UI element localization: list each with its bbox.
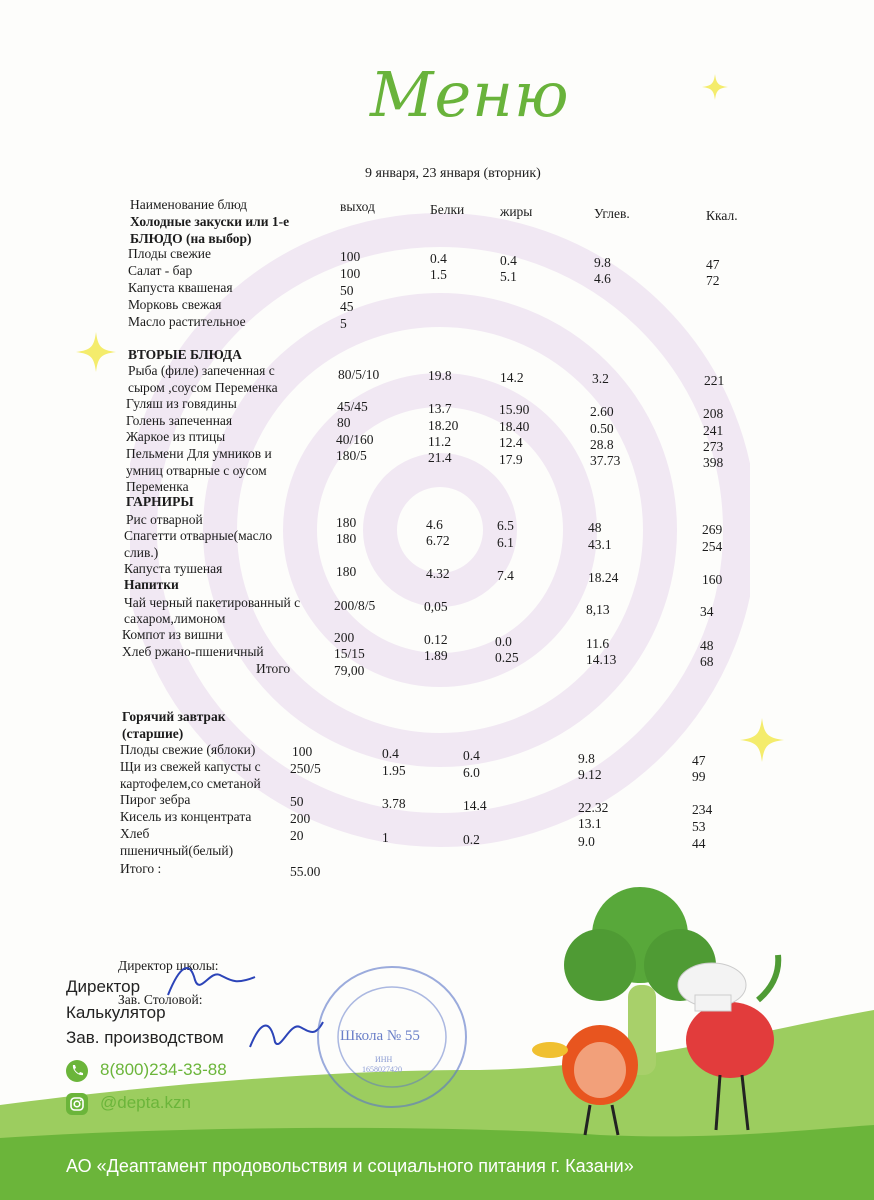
zav-canteen-label: Зав. Столовой: [118,992,203,1007]
dish-carb: 28.8 [590,437,614,452]
dish-name: Масло растительное [128,314,246,329]
dish-kcal: 160 [702,572,723,587]
dish-name: Переменка [126,479,189,494]
dish-name: Плоды свежие [128,246,211,261]
section-title: Холодные закуски или 1-е [130,214,290,229]
stamp-inn-label: ИНН [375,1055,393,1064]
dish-kcal: 34 [700,604,714,619]
dish-fat: 18.40 [499,419,530,434]
dish-carb: 2.60 [590,404,614,419]
dish-out: 50 [290,794,304,809]
dish-out: 45 [340,299,354,314]
dish-fat: 0.0 [495,634,512,649]
dish-kcal: 47 [692,753,706,768]
dish-out: 200 [290,811,311,826]
dish-out: 80/5/10 [338,367,380,382]
dish-kcal: 398 [703,455,724,470]
dish-carb: 9.0 [578,834,595,849]
dish-fat: 6.1 [497,535,514,550]
dish-fat: 0.25 [495,650,519,665]
director-label: Директор [66,977,141,996]
header-prot: Белки [430,202,465,217]
header-out: выход [340,199,375,214]
dish-prot: 0,05 [424,599,448,614]
dish-prot: 19.8 [428,368,452,383]
dish-kcal: 53 [692,819,706,834]
dish-fat: 14.2 [500,370,524,385]
dish-name: Капуста квашеная [128,280,233,295]
dish-name: Капуста тушеная [124,561,223,576]
dish-out: 180/5 [336,448,367,463]
dish-fat: 0.4 [463,748,480,763]
dish-carb: 37.73 [590,453,621,468]
dish-fat: 7.4 [497,568,514,583]
dish-out: 20 [290,828,304,843]
dish-prot: 6.72 [426,533,450,548]
dish-carb: 13.1 [578,816,602,831]
dish-carb: 14.13 [586,652,617,667]
dish-out: 80 [337,415,351,430]
dish-carb: 8,13 [586,602,610,617]
dish-carb: 9.8 [594,255,611,270]
dish-prot: 13.7 [428,401,452,416]
dish-fat: 6.0 [463,765,480,780]
dish-fat: 12.4 [499,435,523,450]
dish-kcal: 273 [703,439,724,454]
dish-name: пшеничный(белый) [120,843,234,858]
dish-kcal: 269 [702,522,723,537]
dish-carb: 3.2 [592,371,609,386]
dish-out: 180 [336,564,357,579]
dish-name: Хлеб ржано-пшеничный [122,644,264,659]
dish-fat: 0.4 [500,253,517,268]
dish-name: Пирог зебра [120,792,191,807]
dish-name: Спагетти отварные(масло [124,528,273,543]
dish-prot: 1.89 [424,648,448,663]
dish-kcal: 48 [700,638,714,653]
dish-name: Гуляш из говядины [126,396,237,411]
dish-out: 40/160 [336,432,374,447]
section-title: Напитки [124,577,179,592]
dish-kcal: 68 [700,654,714,669]
dish-kcal: 72 [706,273,720,288]
dish-fat: 5.1 [500,269,517,284]
header-fat: жиры [500,204,533,219]
dish-name: Голень запеченная [126,413,233,428]
dish-name: Пельмени Для умников и [126,446,272,461]
dish-name: умниц отварные с оусом [126,463,267,478]
dish-carb: 0.50 [590,421,614,436]
signature [160,955,270,1005]
dish-out: 50 [340,283,354,298]
dish-fat: 17.9 [499,452,523,467]
dish-name: сахаром,лимоном [124,611,226,626]
dish-name: Кисель из концентрата [120,809,252,824]
page-title: Меню [370,58,570,131]
section-title: (старшие) [122,726,184,741]
dish-out: 100 [340,266,361,281]
dish-carb: 11.6 [586,636,610,651]
dish-out: 100 [292,744,313,759]
dish-prot: 1.5 [430,267,447,282]
director-school-label: Директор школы: [118,958,219,973]
dish-fat: 0.2 [463,832,480,847]
dish-name: картофелем,со сметаной [120,776,261,791]
dish-prot: 0.4 [382,746,399,761]
dish-name: Чай черный пакетированный с [124,595,301,610]
dish-out: 15/15 [334,646,365,661]
dish-prot: 3.78 [382,796,406,811]
stamp-school: Школа № 55 [340,1028,420,1044]
dish-name: Плоды свежие (яблоки) [120,742,256,757]
header-kcal: Ккал. [706,208,738,223]
zav-production-label: Зав. производством [66,1028,224,1047]
dish-prot: 0.4 [430,251,447,266]
dish-carb: 9.12 [578,767,602,782]
dish-out: 45/45 [337,399,368,414]
dish-prot: 18.20 [428,418,459,433]
dish-kcal: 234 [692,802,713,817]
header-name: Наименование блюд [130,197,248,212]
total-value: 79,00 [334,663,365,678]
dish-prot: 21.4 [428,450,452,465]
dish-name: Рис отварной [126,512,203,527]
calculator-label: Калькулятор [66,1003,166,1022]
dish-name: сыром ,соусом Переменка [128,380,278,395]
section-title: ВТОРЫЕ БЛЮДА [128,347,242,362]
total-label: Итого [256,661,291,676]
dish-kcal: 99 [692,769,706,784]
dish-prot: 1.95 [382,763,406,778]
instagram-handle[interactable]: @depta.kzn [100,1093,191,1112]
dish-out: 200/8/5 [334,598,376,613]
dish-fat: 6.5 [497,518,514,533]
dish-kcal: 241 [703,423,724,438]
instagram-icon [66,1093,88,1115]
dish-kcal: 221 [704,373,725,388]
dish-prot: 11.2 [428,434,452,449]
menu-date: 9 января, 23 января (вторник) [365,166,541,181]
dish-name: Компот из вишни [122,627,223,642]
dish-prot: 1 [382,830,389,845]
dish-carb: 4.6 [594,271,611,286]
dish-prot: 4.6 [426,517,443,532]
dish-out: 100 [340,249,361,264]
dish-out: 180 [336,531,357,546]
dish-name: Морковь свежая [128,297,222,312]
dish-kcal: 254 [702,539,723,554]
section-title: Горячий завтрак [122,709,226,724]
stamp-inn: 1658027420 [362,1065,402,1074]
dish-fat: 15.90 [499,402,530,417]
section-title: ГАРНИРЫ [126,494,194,509]
dish-fat: 14.4 [463,798,487,813]
total-label: Итого : [120,861,162,876]
dish-kcal: 44 [692,836,706,851]
dish-out: 200 [334,630,355,645]
dish-carb: 22.32 [578,800,609,815]
dish-prot: 4.32 [426,566,450,581]
dish-carb: 48 [588,520,602,535]
dish-name: Рыба (филе) запеченная с [128,363,275,378]
dish-prot: 0.12 [424,632,448,647]
dish-carb: 18.24 [588,570,619,585]
dish-kcal: 47 [706,257,720,272]
header-carb: Углев. [594,206,630,221]
phone-icon [66,1060,88,1082]
footer-organization: АО «Деаптамент продовольствия и социального питания г. Казани» [66,1156,634,1176]
dish-name: слив.) [124,545,159,560]
dish-out: 180 [336,515,357,530]
dish-out: 250/5 [290,761,321,776]
dish-name: Жаркое из птицы [126,429,226,444]
dish-name: Салат - бар [128,263,193,278]
dish-out: 5 [340,316,347,331]
phone-number[interactable]: 8(800)234-33-88 [100,1060,227,1079]
dish-carb: 9.8 [578,751,595,766]
total-value: 55.00 [290,864,321,879]
dish-name: Хлеб [120,826,150,841]
dish-carb: 43.1 [588,537,612,552]
dish-kcal: 208 [703,406,724,421]
section-title: БЛЮДО (на выбор) [130,231,252,246]
dish-name: Щи из свежей капусты с [120,759,261,774]
